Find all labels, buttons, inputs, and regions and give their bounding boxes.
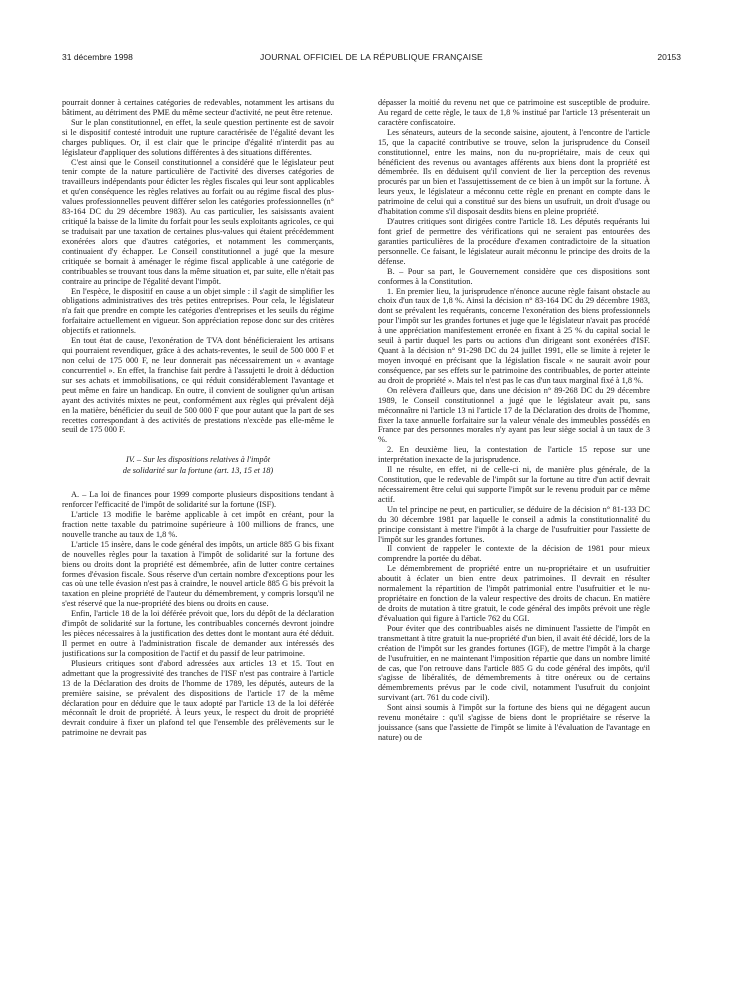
section-heading-line: IV. – Sur les dispositions relatives à l'impôt bbox=[125, 455, 271, 465]
paragraph: A. – La loi de finances pour 1999 comporte plusieurs dispositions tendant à renforcer l'efficacité de l'impôt de solidarité sur la fortune (ISF). bbox=[62, 490, 334, 510]
paragraph: En l'espèce, le dispositif en cause a un objet simple : il s'agit de simplifier les obligations administratives des très petites entreprises. Pour cela, le législateur n'a fait que prendre en compte les catégories d'entreprises et les seuils du régime forfaitaire actuellement en vigueur. Son appréciation repose donc sur des critères objectifs et rationnels. bbox=[62, 286, 334, 336]
paragraph: Il convient de rappeler le contexte de la décision de 1981 pour mieux comprendre la portée du débat. bbox=[378, 544, 650, 564]
paragraph: dépasser la moitié du revenu net que ce patrimoine est susceptible de produire. Au regard de cette règle, le taux de 1,8 % institué par l'article 13 présenterait un caractère confiscatoire. bbox=[378, 98, 650, 127]
paragraph: Plusieurs critiques sont d'abord adressées aux articles 13 et 15. Tout en admettant que la progressivité des tranches de l'ISF n'est pas contraire à l'article 13 de la Déclaration des droits de l'homme de 1789, les députés, auteurs de la première saisine, se prévalent des dispositions de l'article 17 de la même déclaration pour en déduire que le taux adopté par l'article 13 de la loi déférée méconnaît le droit de propriété. À leurs yeux, le respect du droit de propriété devrait conduire à fixer un plafond tel que l'ensemble des prélèvements sur le patrimoine ne devrait pas bbox=[62, 658, 334, 738]
page-number: 20153 bbox=[657, 52, 681, 62]
paragraph: B. – Pour sa part, le Gouvernement considère que ces dispositions sont conformes à la Constitution. bbox=[378, 266, 650, 286]
paragraph: Enfin, l'article 18 de la loi déférée prévoit que, lors du dépôt de la déclaration d'impôt de solidarité sur la fortune, les contribuables concernés devront joindre les pièces nécessaires à la justification des dettes dont le montant aura été déduit. Il permet en outre à l'administration fiscale de demander aux intéressés des justifications sur la composition de l'actif et du passif de leur patrimoine. bbox=[62, 609, 334, 658]
header-date: 31 décembre 1998 bbox=[62, 52, 133, 62]
left-column bbox=[62, 98, 334, 980]
paragraph: Les sénateurs, auteurs de la seconde saisine, ajoutent, à l'encontre de l'article 15, que la capacité contributive se trouve, selon la jurisprudence du Conseil constitutionnel, entre les mains, non du nu-propriétaire, mais de ceux qui bénéficient des revenus ou avantages afférents aux biens dont la propriété est démembrée. Ils en déduisent qu'il convient de lier la perception des revenus procurés par un bien et l'assujettissement de ce bien à un impôt sur la fortune. À leurs yeux, le législateur a méconnu cette règle en prenant en compte dans le patrimoine de celui qui a constitué sur des biens un usufruit, un droit d'usage ou d'habitation comme s'il disposait desdits biens en pleine propriété. bbox=[378, 127, 650, 217]
paragraph: On relèvera d'ailleurs que, dans une décision n° 89-268 DC du 29 décembre 1989, le Conseil constitutionnel a jugé que le législateur avait pu, sans méconnaître ni l'article 13 ni l'article 17 de la Déclaration des droits de l'homme, fixer la taxe annuelle forfaitaire sur la valeur vénale des immeubles possédés en France par des personnes morales n'y ayant pas leur siège social à un taux de 3 %. bbox=[378, 385, 650, 445]
page-header bbox=[62, 52, 681, 66]
paragraph: 2. En deuxième lieu, la contestation de l'article 15 repose sur une interprétation inexacte de la jurisprudence. bbox=[378, 445, 650, 465]
section-heading bbox=[62, 455, 334, 476]
paragraph: 1. En premier lieu, la jurisprudence n'énonce aucune règle faisant obstacle au choix d'un taux de 1,8 %. Ainsi la décision n° 83-164 DC du 29 décembre 1983, dont se prévalent les requérants, concerne l'exonération des biens professionnels pour l'impôt sur les grandes fortunes et juge que le législateur n'avait pas procédé à une appréciation manifestement erronée en fixant à 25 % du capital social le seuil à partir duquel les parts ou actions d'un dirigeant sont exonérées d'ISF. Quant à la décision n° 91-298 DC du 24 juillet 1991, elle se limite à rejeter le moyen invoqué en précisant que la législation fiscale « ne saurait avoir pour conséquence, par ses effets sur le patrimoine des contribuables, de porter atteinte au droit de propriété ». Mais tel n'est pas le cas d'un taux marginal fixé à 1,8 %. bbox=[378, 286, 650, 385]
right-column bbox=[378, 98, 650, 980]
paragraph: L'article 15 insère, dans le code général des impôts, un article 885 G bis fixant de nouvelles règles pour la taxation à l'impôt de solidarité sur la fortune des biens ou droits dont la propriété est démembrée, afin de lutter contre certaines formes d'évasion fiscale. Sous réserve d'un certain nombre d'exceptions pour les cas où une telle évasion n'est pas à craindre, le nouvel article 885 G bis prévoit la taxation en pleine propriété de l'auteur du démembrement, y compris lorsqu'il ne s'est réservé que la nue-propriété des biens ou droits en cause. bbox=[62, 539, 334, 609]
journal-title: JOURNAL OFFICIEL DE LA RÉPUBLIQUE FRANÇAISE bbox=[260, 52, 483, 62]
paragraph: Il ne résulte, en effet, ni de celle-ci ni, de manière plus générale, de la Constitution, que le redevable de l'impôt sur la fortune au titre d'un actif devrait nécessairement être celui qui supporte l'impôt sur le revenu produit par ce même actif. bbox=[378, 465, 650, 504]
paragraph: Un tel principe ne peut, en particulier, se déduire de la décision n° 81-133 DC du 30 décembre 1981 par laquelle le conseil a admis la constitutionnalité du principe consistant à mettre l'impôt à la charge de l'usufruitier pour l'assiette de l'impôt sur les grandes fortunes. bbox=[378, 504, 650, 544]
paragraph: En tout état de cause, l'exonération de TVA dont bénéficieraient les artisans qui pourraient revendiquer, grâce à des achats-reventes, le seuil de 500 000 F et non celui de 175 000 F, ne leur donnerait pas nécessairement un « avantage concurrentiel ». En effet, la franchise fait perdre à l'assujetti le droit à déduction sur ses achats et immobilisations, ce qui réduit considérablement l'avantage et peut même en faire un handicap. En outre, il convient de souligner qu'un artisan ayant des activités mixtes ne peut, conformément aux règles qui prévalent déjà en la matière, bénéficier du seuil de 500 000 F que pour autant que la part de ses recettes correspondant à des activités de prestations n'excède pas elle-même le seuil de 175 000 F. bbox=[62, 336, 334, 435]
paragraph: C'est ainsi que le Conseil constitutionnel a considéré que le législateur peut tenir compte de la nature particulière de l'activité des diverses catégories de travailleurs indépendants pour édicter les règles fiscales qui leur sont applicables et qu'en conséquence les règles relatives au forfait ou au régime fiscal des plus-values professionnelles peuvent différer selon les catégories professionnelles (n° 83-164 DC du 29 décembre 1983). Au cas particulier, les saisissants avaient critiqué la baisse de la limite du forfait pour les seuls exploitants agricoles, ce qui se traduisait par une taxation de certaines plus-values qui étaient précédemment exonérées alors que d'autres catégories, et notamment les commerçants, continuaient d'y échapper. Le Conseil constitutionnel a jugé que la mesure critiquée se bornait à aménager le régime fiscal applicable à une catégorie de contribuables se trouvant tous dans la même situation et, par suite, elle n'était pas contraire au principe de l'égalité devant l'impôt. bbox=[62, 157, 334, 286]
paragraph: L'article 13 modifie le barème applicable à cet impôt en créant, pour la fraction nette taxable du patrimoine supérieure à 100 millions de francs, une nouvelle tranche au taux de 1,8 %. bbox=[62, 510, 334, 539]
paragraph: D'autres critiques sont dirigées contre l'article 18. Les députés requérants lui font grief de permettre des vérifications qui ne seraient pas entourées des garanties particulières de la procédure d'examen contradictoire de la situation personnelle. Ce faisant, le législateur aurait méconnu le principe des droits de la défense. bbox=[378, 217, 650, 266]
paragraph: Pour éviter que des contribuables aisés ne diminuent l'assiette de l'impôt en transmettant à titre gratuit la nue-propriété d'un bien, il avait été décidé, lors de la création de l'impôt sur les grandes fortunes (IGF), de mettre l'impôt à la charge de l'usufruitier, en ne maintenant l'imposition répartie que dans un nombre limité de cas, que l'on retrouve dans l'article 885 G du code général des impôts, qu'il s'agisse de libéralités, de démembrements à titre onéreux ou de certains démembrements prévus par le code civil, notamment l'usufruit du conjoint survivant (art. 761 du code civil). bbox=[378, 623, 650, 703]
paragraph: pourrait donner à certaines catégories de redevables, notamment les artisans du bâtiment, au détriment des PME du même secteur d'activité, ne peut être retenue. bbox=[62, 98, 334, 117]
section-heading-line: de solidarité sur la fortune (art. 13, 15 et 18) bbox=[122, 465, 274, 475]
paragraph: Sur le plan constitutionnel, en effet, la seule question pertinente est de savoir si le dispositif contesté introduit une rupture caractérisée de l'égalité devant les charges publiques. Or, il est clair que le principe d'égalité n'interdit pas au législateur d'appliquer des solutions différentes à des situations différentes. bbox=[62, 117, 334, 157]
paragraph: Le démembrement de propriété entre un nu-propriétaire et un usufruitier aboutit à éclater un bien entre deux patrimoines. Il devrait en résulter normalement la répartition de l'impôt patrimonial entre l'usufruitier et le nu-propriétaire en fonction de la valeur respective des droits de chacun. En matière de droits de mutation à titre gratuit, le code général des impôts prévoit une règle d'évaluation qui figure à l'article 762 du CGI. bbox=[378, 564, 650, 623]
paragraph: Sont ainsi soumis à l'impôt sur la fortune des biens qui ne dégagent aucun revenu monétaire : qu'il s'agisse de biens dont le propriétaire se réserve la jouissance (sans que l'assiette de l'impôt se limite à l'évaluation de l'avantage en nature) ou de bbox=[378, 703, 650, 742]
